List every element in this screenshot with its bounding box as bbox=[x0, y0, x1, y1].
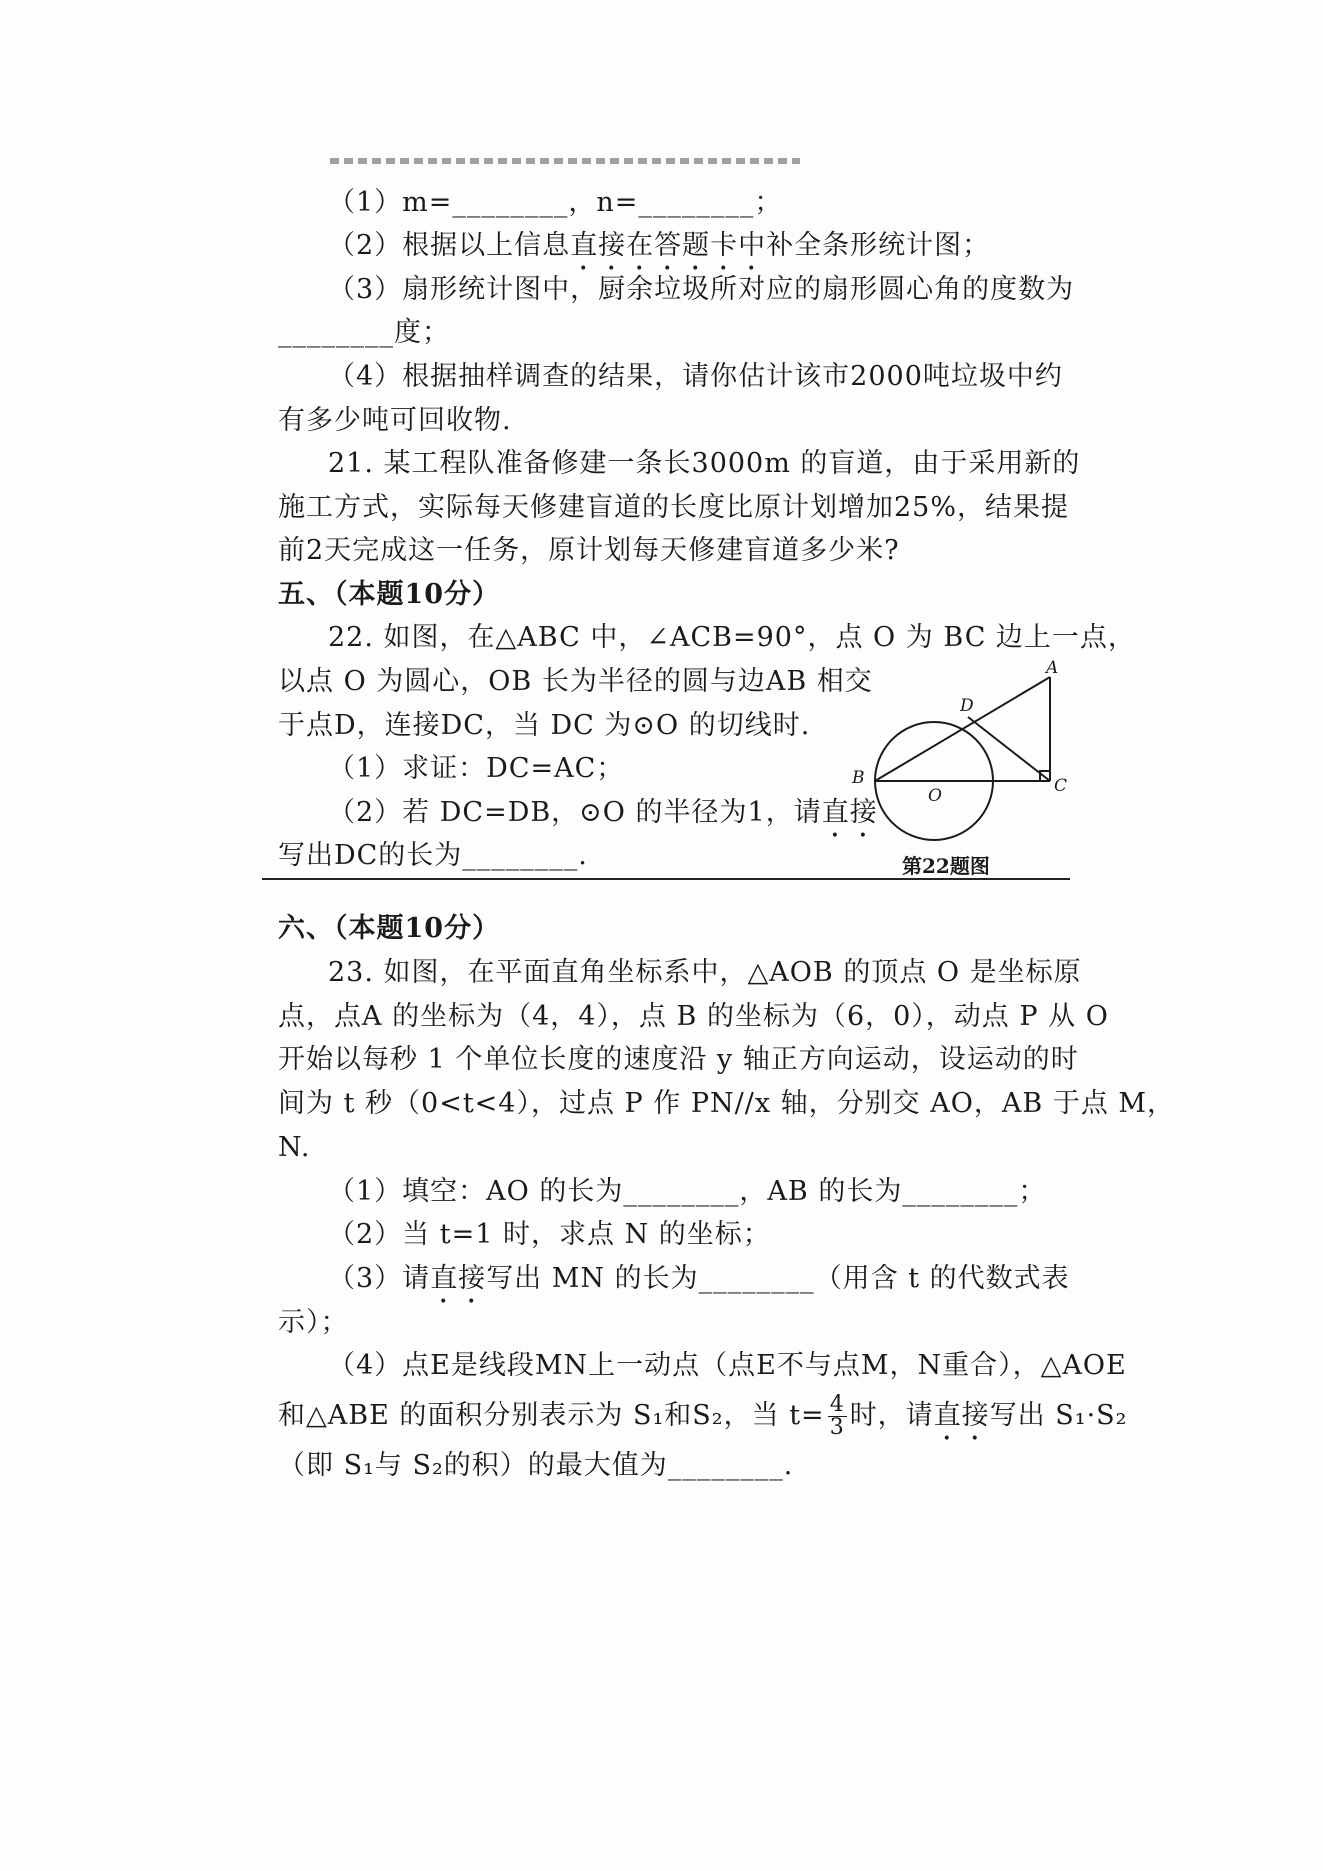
q22-line3: 于点D，连接DC，当 DC 为⊙O 的切线时. bbox=[278, 710, 811, 741]
q23-line3: 开始以每秒 1 个单位长度的速度沿 y 轴正方向运动，设运动的时 bbox=[278, 1044, 1079, 1075]
q22-sub1: （1）求证：DC=AC； bbox=[328, 753, 625, 784]
q20-sub2-text-b: 补全条形统计图； bbox=[766, 230, 991, 261]
label-b: B bbox=[852, 768, 865, 788]
label-a: A bbox=[1046, 658, 1059, 678]
section-5-title: 五、（本题10分） bbox=[278, 579, 501, 610]
segment-dc bbox=[968, 717, 1050, 781]
q22-sub2-emphasis: 直接 bbox=[821, 797, 878, 828]
figure-caption: 第22题图 bbox=[902, 854, 990, 878]
section-divider bbox=[262, 878, 1070, 880]
q23-line2: 点，点A 的坐标为（4，4），点 B 的坐标为（6，0），动点 P 从 O bbox=[278, 1001, 1109, 1032]
q23-sub1: （1）填空：AO 的长为________，AB 的长为________； bbox=[328, 1176, 1047, 1207]
q20-sub1: （1）m=________，n=________； bbox=[328, 187, 783, 218]
label-d: D bbox=[960, 696, 974, 716]
q23-line5: N. bbox=[278, 1132, 311, 1163]
q23-sub4-text-b3: 写出 S₁·S₂ bbox=[989, 1400, 1128, 1431]
q20-sub4-line1: （4）根据抽样调查的结果，请你估计该市2000吨垃圾中约 bbox=[328, 361, 1063, 392]
q23-sub4-text-b2: 时，请 bbox=[849, 1400, 934, 1431]
q22-figure bbox=[840, 655, 1080, 885]
q22-line1: 22. 如图，在△ABC 中，∠ACB=90°，点 O 为 BC 边上一点， bbox=[328, 622, 1136, 653]
q23-sub4-line1: （4）点E是线段MN上一动点（点E不与点M，N重合），△AOE bbox=[328, 1350, 1127, 1381]
fraction-denominator: 3 bbox=[829, 1415, 845, 1440]
q20-sub4-line2: 有多少吨可回收物. bbox=[278, 405, 512, 436]
q23-sub3-line2: 示）； bbox=[278, 1307, 349, 1338]
q23-sub3-text-b: 写出 MN 的长为________（用含 t 的代数式表 bbox=[486, 1263, 1070, 1294]
segment-ba bbox=[875, 677, 1050, 781]
label-o: O bbox=[928, 786, 942, 806]
q23-line1: 23. 如图，在平面直角坐标系中，△AOB 的顶点 O 是坐标原 bbox=[328, 957, 1082, 988]
q23-sub4-text-b1: 和△ABE 的面积分别表示为 S₁和S₂，当 t= bbox=[278, 1400, 825, 1431]
q23-sub4-emphasis: 直接 bbox=[933, 1400, 990, 1431]
q21-line2: 施工方式，实际每天修建盲道的长度比原计划增加25%，结果提 bbox=[278, 492, 1070, 523]
section-6-title: 六、（本题10分） bbox=[278, 913, 501, 944]
cropped-text-remnant bbox=[330, 158, 800, 164]
q23-line4: 间为 t 秒（0<t<4），过点 P 作 PN//x 轴，分别交 AO，AB 于点 M， bbox=[278, 1088, 1176, 1119]
q20-sub3-line2: ________度； bbox=[278, 317, 450, 348]
q22-sub2-text-a: （2）若 DC=DB，⊙O 的半径为1，请 bbox=[328, 797, 822, 828]
q20-sub2-emphasis: 直接在答题卡中 bbox=[570, 230, 767, 261]
q23-sub2: （2）当 t=1 时，求点 N 的坐标； bbox=[328, 1219, 771, 1250]
q22-sub2-line2: 写出DC的长为________. bbox=[278, 840, 588, 871]
q23-sub4-line2 bbox=[278, 1394, 1128, 1447]
q23-sub3-emphasis: 直接 bbox=[430, 1263, 487, 1294]
q21-line1: 21. 某工程队准备修建一条长3000m 的盲道，由于采用新的 bbox=[328, 448, 1081, 479]
q23-sub4-line3: （即 S₁与 S₂的积）的最大值为________. bbox=[278, 1450, 794, 1481]
q20-sub2-text-a: （2）根据以上信息 bbox=[328, 230, 571, 261]
q22-line2: 以点 O 为圆心，OB 长为半径的圆与边AB 相交 bbox=[278, 666, 873, 697]
fraction-four-thirds bbox=[828, 1394, 847, 1439]
fraction-numerator: 4 bbox=[829, 1392, 845, 1417]
q20-sub3-line1: （3）扇形统计图中，厨余垃圾所对应的扇形圆心角的度数为 bbox=[328, 274, 1075, 305]
q21-line3: 前2天完成这一任务，原计划每天修建盲道多少米? bbox=[278, 535, 900, 566]
q23-sub3-text-a: （3）请 bbox=[328, 1263, 431, 1294]
label-c: C bbox=[1054, 776, 1068, 796]
q23-sub3 bbox=[328, 1259, 1070, 1310]
